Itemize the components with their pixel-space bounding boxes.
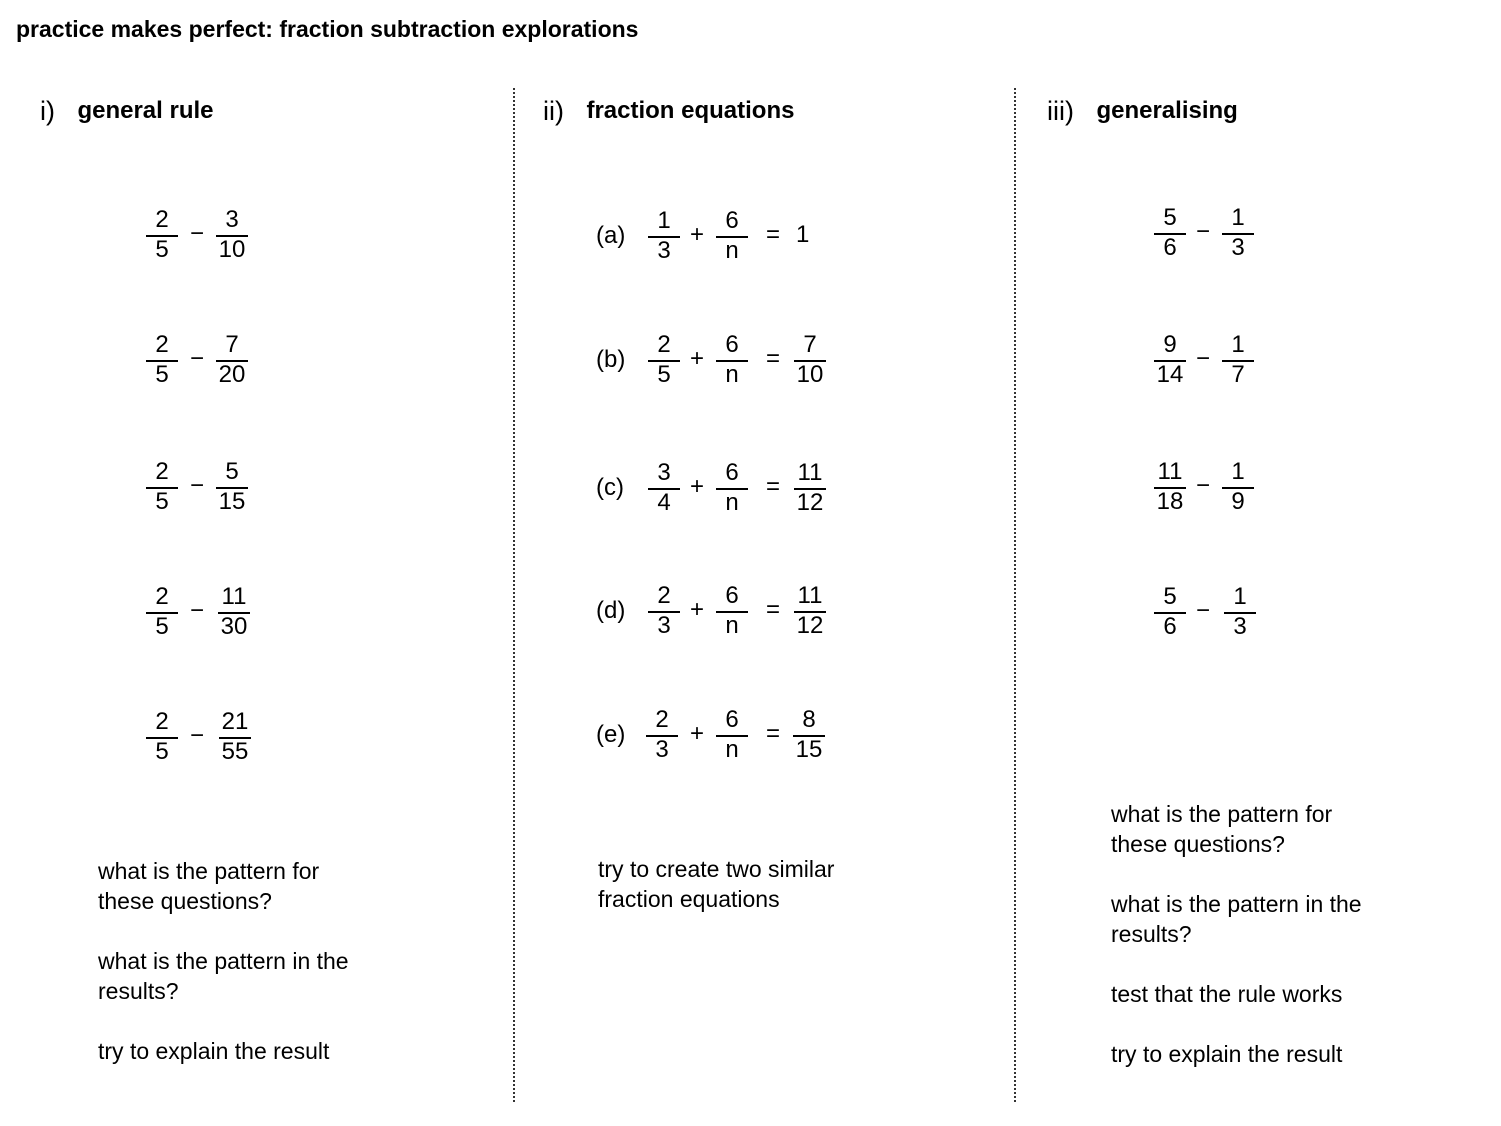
section-title: general rule xyxy=(77,97,214,124)
equation-label: (c) xyxy=(596,474,624,501)
fraction: 2 5 xyxy=(142,207,182,263)
prompt-line: these questions? xyxy=(98,888,272,914)
prompt-line: results? xyxy=(98,978,179,1004)
fraction: 11 12 xyxy=(790,583,830,639)
fraction: 5 15 xyxy=(212,459,252,515)
prompt-line: test that the rule works xyxy=(1111,981,1343,1007)
fraction: 1 3 xyxy=(1220,584,1260,640)
fraction: 8 15 xyxy=(789,707,829,763)
fraction: 1 7 xyxy=(1218,332,1258,388)
minus-sign: − xyxy=(1196,218,1211,245)
fraction: 9 14 xyxy=(1150,332,1190,388)
fraction: 1 3 xyxy=(1218,205,1258,261)
plus-sign: + xyxy=(690,473,705,500)
minus-sign: − xyxy=(1196,472,1211,499)
plus-sign: + xyxy=(690,596,705,623)
fraction: 2 5 xyxy=(142,584,182,640)
minus-sign: − xyxy=(1196,345,1211,372)
section-header-general-rule xyxy=(40,96,214,127)
minus-sign: − xyxy=(190,220,205,247)
column-divider-2 xyxy=(1014,88,1016,1102)
equation-label: (a) xyxy=(596,222,626,249)
equation-label: (b) xyxy=(596,346,626,373)
fraction: 1 3 xyxy=(644,208,684,264)
section-header-fraction-equations xyxy=(543,96,794,127)
prompt-line: what is the pattern in the xyxy=(1111,891,1362,917)
section-title: fraction equations xyxy=(586,97,795,124)
prompt-line: try to create two similar xyxy=(598,856,835,882)
section-title: generalising xyxy=(1096,97,1238,124)
fraction: 7 20 xyxy=(212,332,252,388)
fraction: 7 10 xyxy=(790,332,830,388)
fraction: 2 5 xyxy=(142,332,182,388)
prompt-line: try to explain the result xyxy=(1111,1041,1343,1067)
plus-sign: + xyxy=(690,345,705,372)
fraction: 21 55 xyxy=(215,709,255,765)
prompt-line: what is the pattern for xyxy=(98,858,320,884)
column-divider-1 xyxy=(513,88,515,1102)
fraction: 2 3 xyxy=(644,583,684,639)
equals-sign: = xyxy=(766,345,781,372)
prompt-line: these questions? xyxy=(1111,831,1285,857)
prompt-line: what is the pattern for xyxy=(1111,801,1333,827)
equals-sign: = xyxy=(766,473,781,500)
equation-label: (d) xyxy=(596,597,626,624)
prompt-line: try to explain the result xyxy=(98,1038,330,1064)
page-title: practice makes perfect: fraction subtraction explorations xyxy=(16,16,639,42)
fraction: 6 n xyxy=(712,332,752,388)
fraction: 3 10 xyxy=(212,207,252,263)
minus-sign: − xyxy=(190,597,205,624)
fraction: 2 5 xyxy=(644,332,684,388)
fraction: 5 6 xyxy=(1150,584,1190,640)
fraction: 1 9 xyxy=(1218,459,1258,515)
section-number: iii) xyxy=(1047,96,1074,126)
section-header-generalising xyxy=(1047,96,1238,127)
fraction: 6 n xyxy=(712,707,752,763)
fraction: 2 3 xyxy=(642,707,682,763)
fraction: 2 5 xyxy=(142,459,182,515)
equals-sign: = xyxy=(766,596,781,623)
plus-sign: + xyxy=(690,221,705,248)
prompt-line: fraction equations xyxy=(598,886,780,912)
fraction: 3 4 xyxy=(644,460,684,516)
prompt-line: what is the pattern in the xyxy=(98,948,349,974)
section-number: ii) xyxy=(543,96,564,126)
fraction: 6 n xyxy=(712,460,752,516)
fraction: 6 n xyxy=(712,208,752,264)
fraction: 11 12 xyxy=(790,460,830,516)
fraction: 6 n xyxy=(712,583,752,639)
equals-sign: = xyxy=(766,221,781,248)
minus-sign: − xyxy=(190,722,205,749)
minus-sign: − xyxy=(190,472,205,499)
minus-sign: − xyxy=(1196,597,1211,624)
equals-sign: = xyxy=(766,720,781,747)
equation-label: (e) xyxy=(596,721,626,748)
plus-sign: + xyxy=(690,720,705,747)
fraction: 5 6 xyxy=(1150,205,1190,261)
prompt-line: results? xyxy=(1111,921,1192,947)
minus-sign: − xyxy=(190,345,205,372)
section-number: i) xyxy=(40,96,55,126)
fraction: 2 5 xyxy=(142,709,182,765)
fraction: 11 18 xyxy=(1150,459,1190,515)
result-whole: 1 xyxy=(796,221,810,248)
fraction: 11 30 xyxy=(214,584,254,640)
